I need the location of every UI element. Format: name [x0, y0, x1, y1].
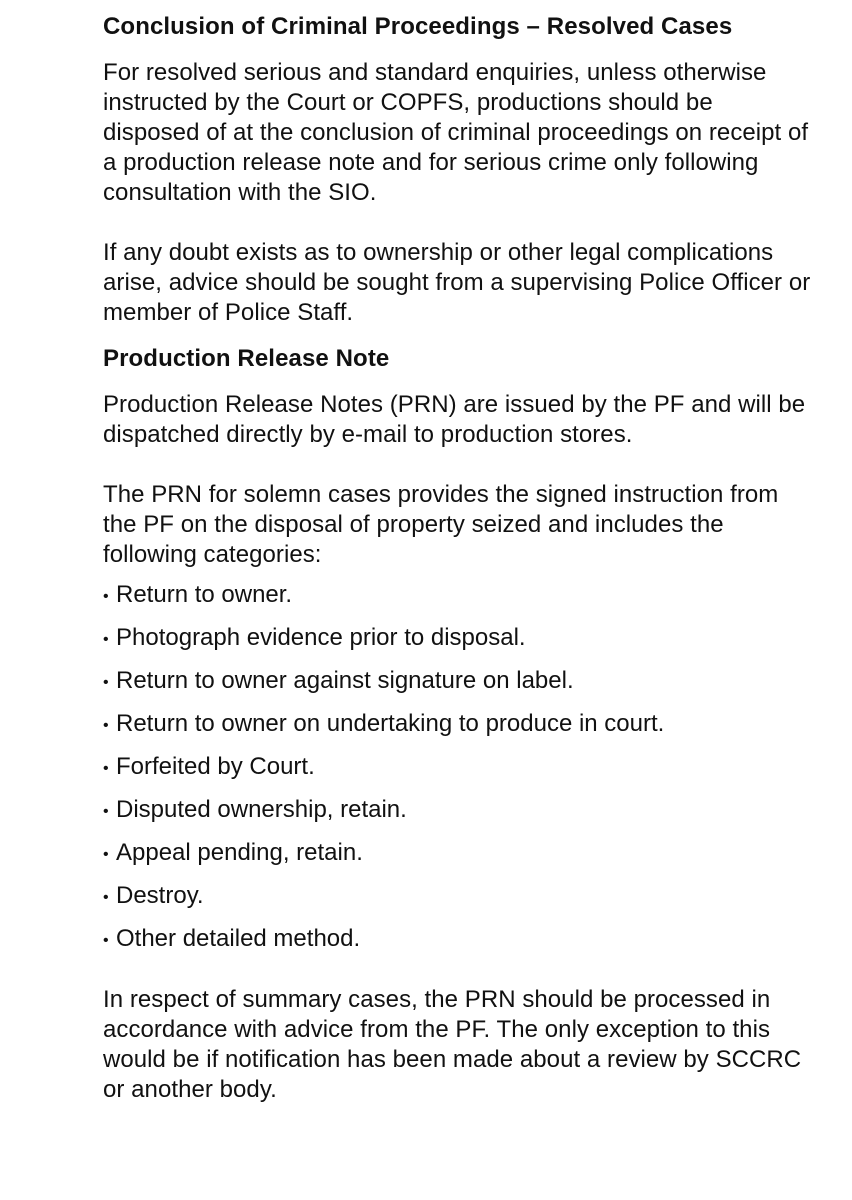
- list-item: [103, 666, 812, 699]
- list-item-text: Return to owner on undertaking to produce in court.: [116, 710, 665, 737]
- list-item: [103, 924, 812, 957]
- paragraph-ownership-doubt: If any doubt exists as to ownership or other legal complications arise, advice should be sought from a supervising Police Officer or member of Police Staff.: [103, 239, 811, 326]
- bullet-icon: •: [103, 674, 109, 691]
- paragraph-resolved-enquiries: For resolved serious and standard enquiries, unless otherwise instructed by the Court or COPFS, productions should be disposed of at the conclusion of criminal proceedings on receipt of a production release note and for serious crime only following consultation with the SIO.: [103, 59, 809, 206]
- bullet-icon: •: [103, 889, 109, 906]
- list-item-text: Disputed ownership, retain.: [116, 796, 407, 823]
- list-item: [103, 752, 812, 785]
- bullet-icon: •: [103, 932, 109, 949]
- bullet-icon: •: [103, 588, 109, 605]
- bullet-icon: •: [103, 846, 109, 863]
- list-item-text: Forfeited by Court.: [116, 753, 315, 780]
- bullet-icon: •: [103, 717, 109, 734]
- paragraph-summary-cases: In respect of summary cases, the PRN should be processed in accordance with advice from the PF. The only exception to this would be if notification has been made about a review by SCCRC or another body.: [103, 986, 802, 1103]
- list-item-text: Photograph evidence prior to disposal.: [116, 624, 526, 651]
- list-item: [103, 795, 812, 828]
- list-item-text: Appeal pending, retain.: [116, 839, 363, 866]
- category-list: [103, 580, 812, 957]
- list-item-text: Return to owner against signature on label.: [116, 667, 574, 694]
- bullet-icon: •: [103, 803, 109, 820]
- list-item-text: Other detailed method.: [116, 925, 361, 952]
- list-item: [103, 709, 812, 742]
- heading-conclusion-of-criminal-proceedings: Conclusion of Criminal Proceedings – Resolved Cases: [103, 13, 733, 40]
- list-item-text: Destroy.: [116, 882, 204, 909]
- list-item-text: Return to owner.: [116, 581, 293, 608]
- list-item: [103, 623, 812, 656]
- list-item: [103, 838, 812, 871]
- paragraph-prn-issued: Production Release Notes (PRN) are issued by the PF and will be dispatched directly by e-mail to production stores.: [103, 391, 806, 448]
- bullet-icon: •: [103, 631, 109, 648]
- bullet-icon: •: [103, 760, 109, 777]
- list-item: [103, 881, 812, 914]
- paragraph-prn-solemn-cases: The PRN for solemn cases provides the signed instruction from the PF on the disposal of property seized and includes the following categories:: [103, 481, 779, 568]
- heading-production-release-note: Production Release Note: [103, 345, 390, 372]
- list-item: [103, 580, 812, 613]
